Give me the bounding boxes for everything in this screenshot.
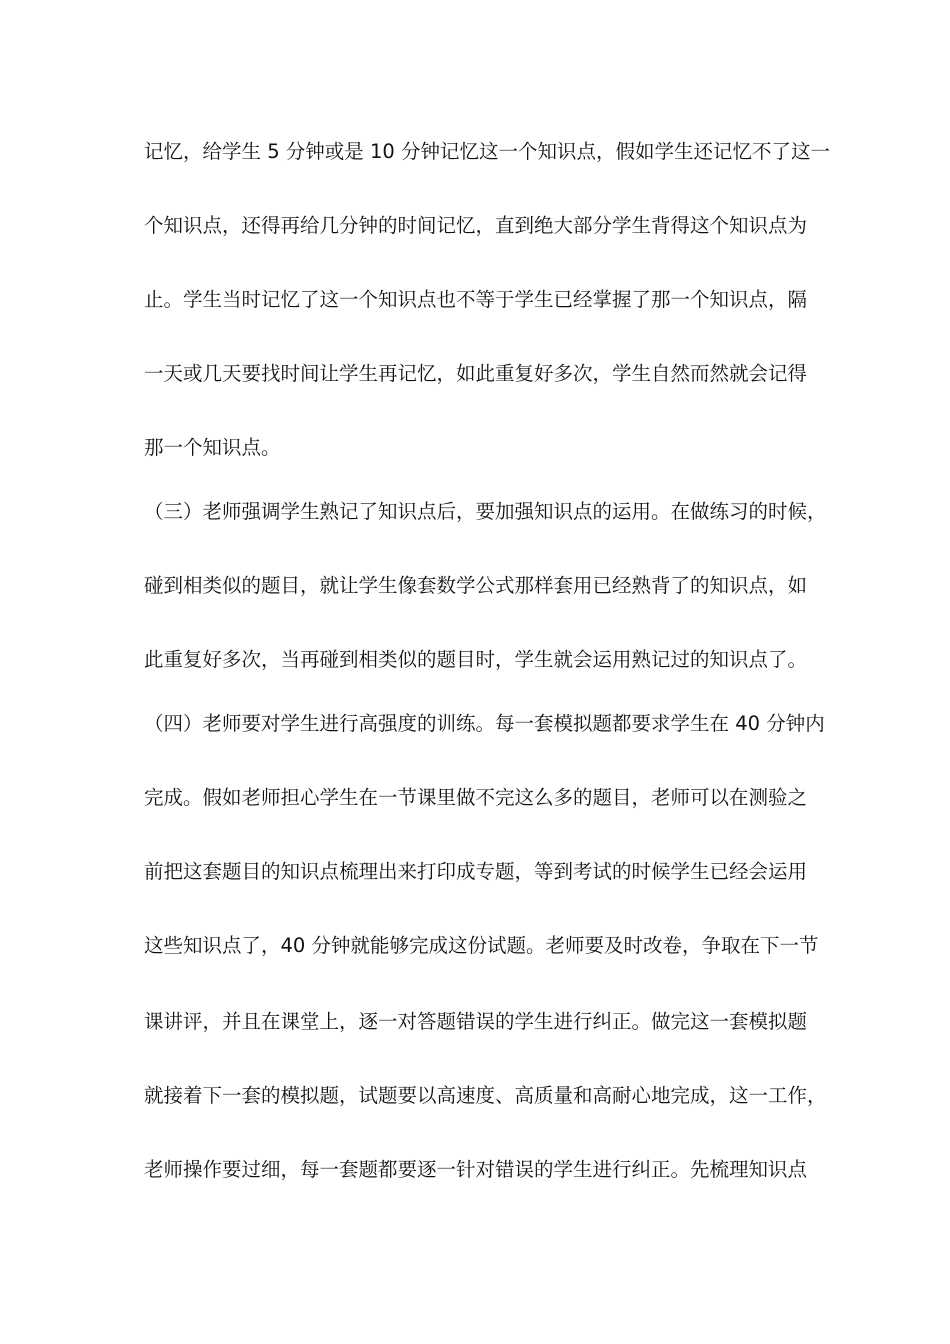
text-line: 碰到相类似的题目，就让学生像套数学公式那样套用已经熟背了的知识点，如 xyxy=(144,574,808,597)
text-line: 完成。假如老师担心学生在一节课里做不完这么多的题目，老师可以在测验之 xyxy=(144,786,808,809)
text-line: 那一个知识点。 xyxy=(144,436,281,459)
text-line: 个知识点，还得再给几分钟的时间记忆，直到绝大部分学生背得这个知识点为 xyxy=(144,214,808,237)
text-line: 课讲评，并且在课堂上，逐一对答题错误的学生进行纠正。做完这一套模拟题 xyxy=(144,1010,808,1033)
text-line: 老师操作要过细，每一套题都要逐一针对错误的学生进行纠正。先梳理知识点 xyxy=(144,1158,808,1181)
text-line: 记忆，给学生 5 分钟或是 10 分钟记忆这一个知识点，假如学生还记忆不了这一 xyxy=(144,140,831,163)
text-line: 此重复好多次，当再碰到相类似的题目时，学生就会运用熟记过的知识点了。 xyxy=(144,648,808,671)
text-line: 前把这套题目的知识点梳理出来打印成专题，等到考试的时候学生已经会运用 xyxy=(144,860,808,883)
text-line: 一天或几天要找时间让学生再记忆，如此重复好多次，学生自然而然就会记得 xyxy=(144,362,808,385)
text-line: （三）老师强调学生熟记了知识点后，要加强知识点的运用。在做练习的时候， xyxy=(144,500,827,523)
text-line: （四）老师要对学生进行高强度的训练。每一套模拟题都要求学生在 40 分钟内 xyxy=(144,712,825,735)
text-line: 这些知识点了，40 分钟就能够完成这份试题。老师要及时改卷，争取在下一节 xyxy=(144,934,819,957)
text-line: 就接着下一套的模拟题，试题要以高速度、高质量和高耐心地完成，这一工作， xyxy=(144,1084,827,1107)
text-line: 止。学生当时记忆了这一个知识点也不等于学生已经掌握了那一个知识点，隔 xyxy=(144,288,808,311)
